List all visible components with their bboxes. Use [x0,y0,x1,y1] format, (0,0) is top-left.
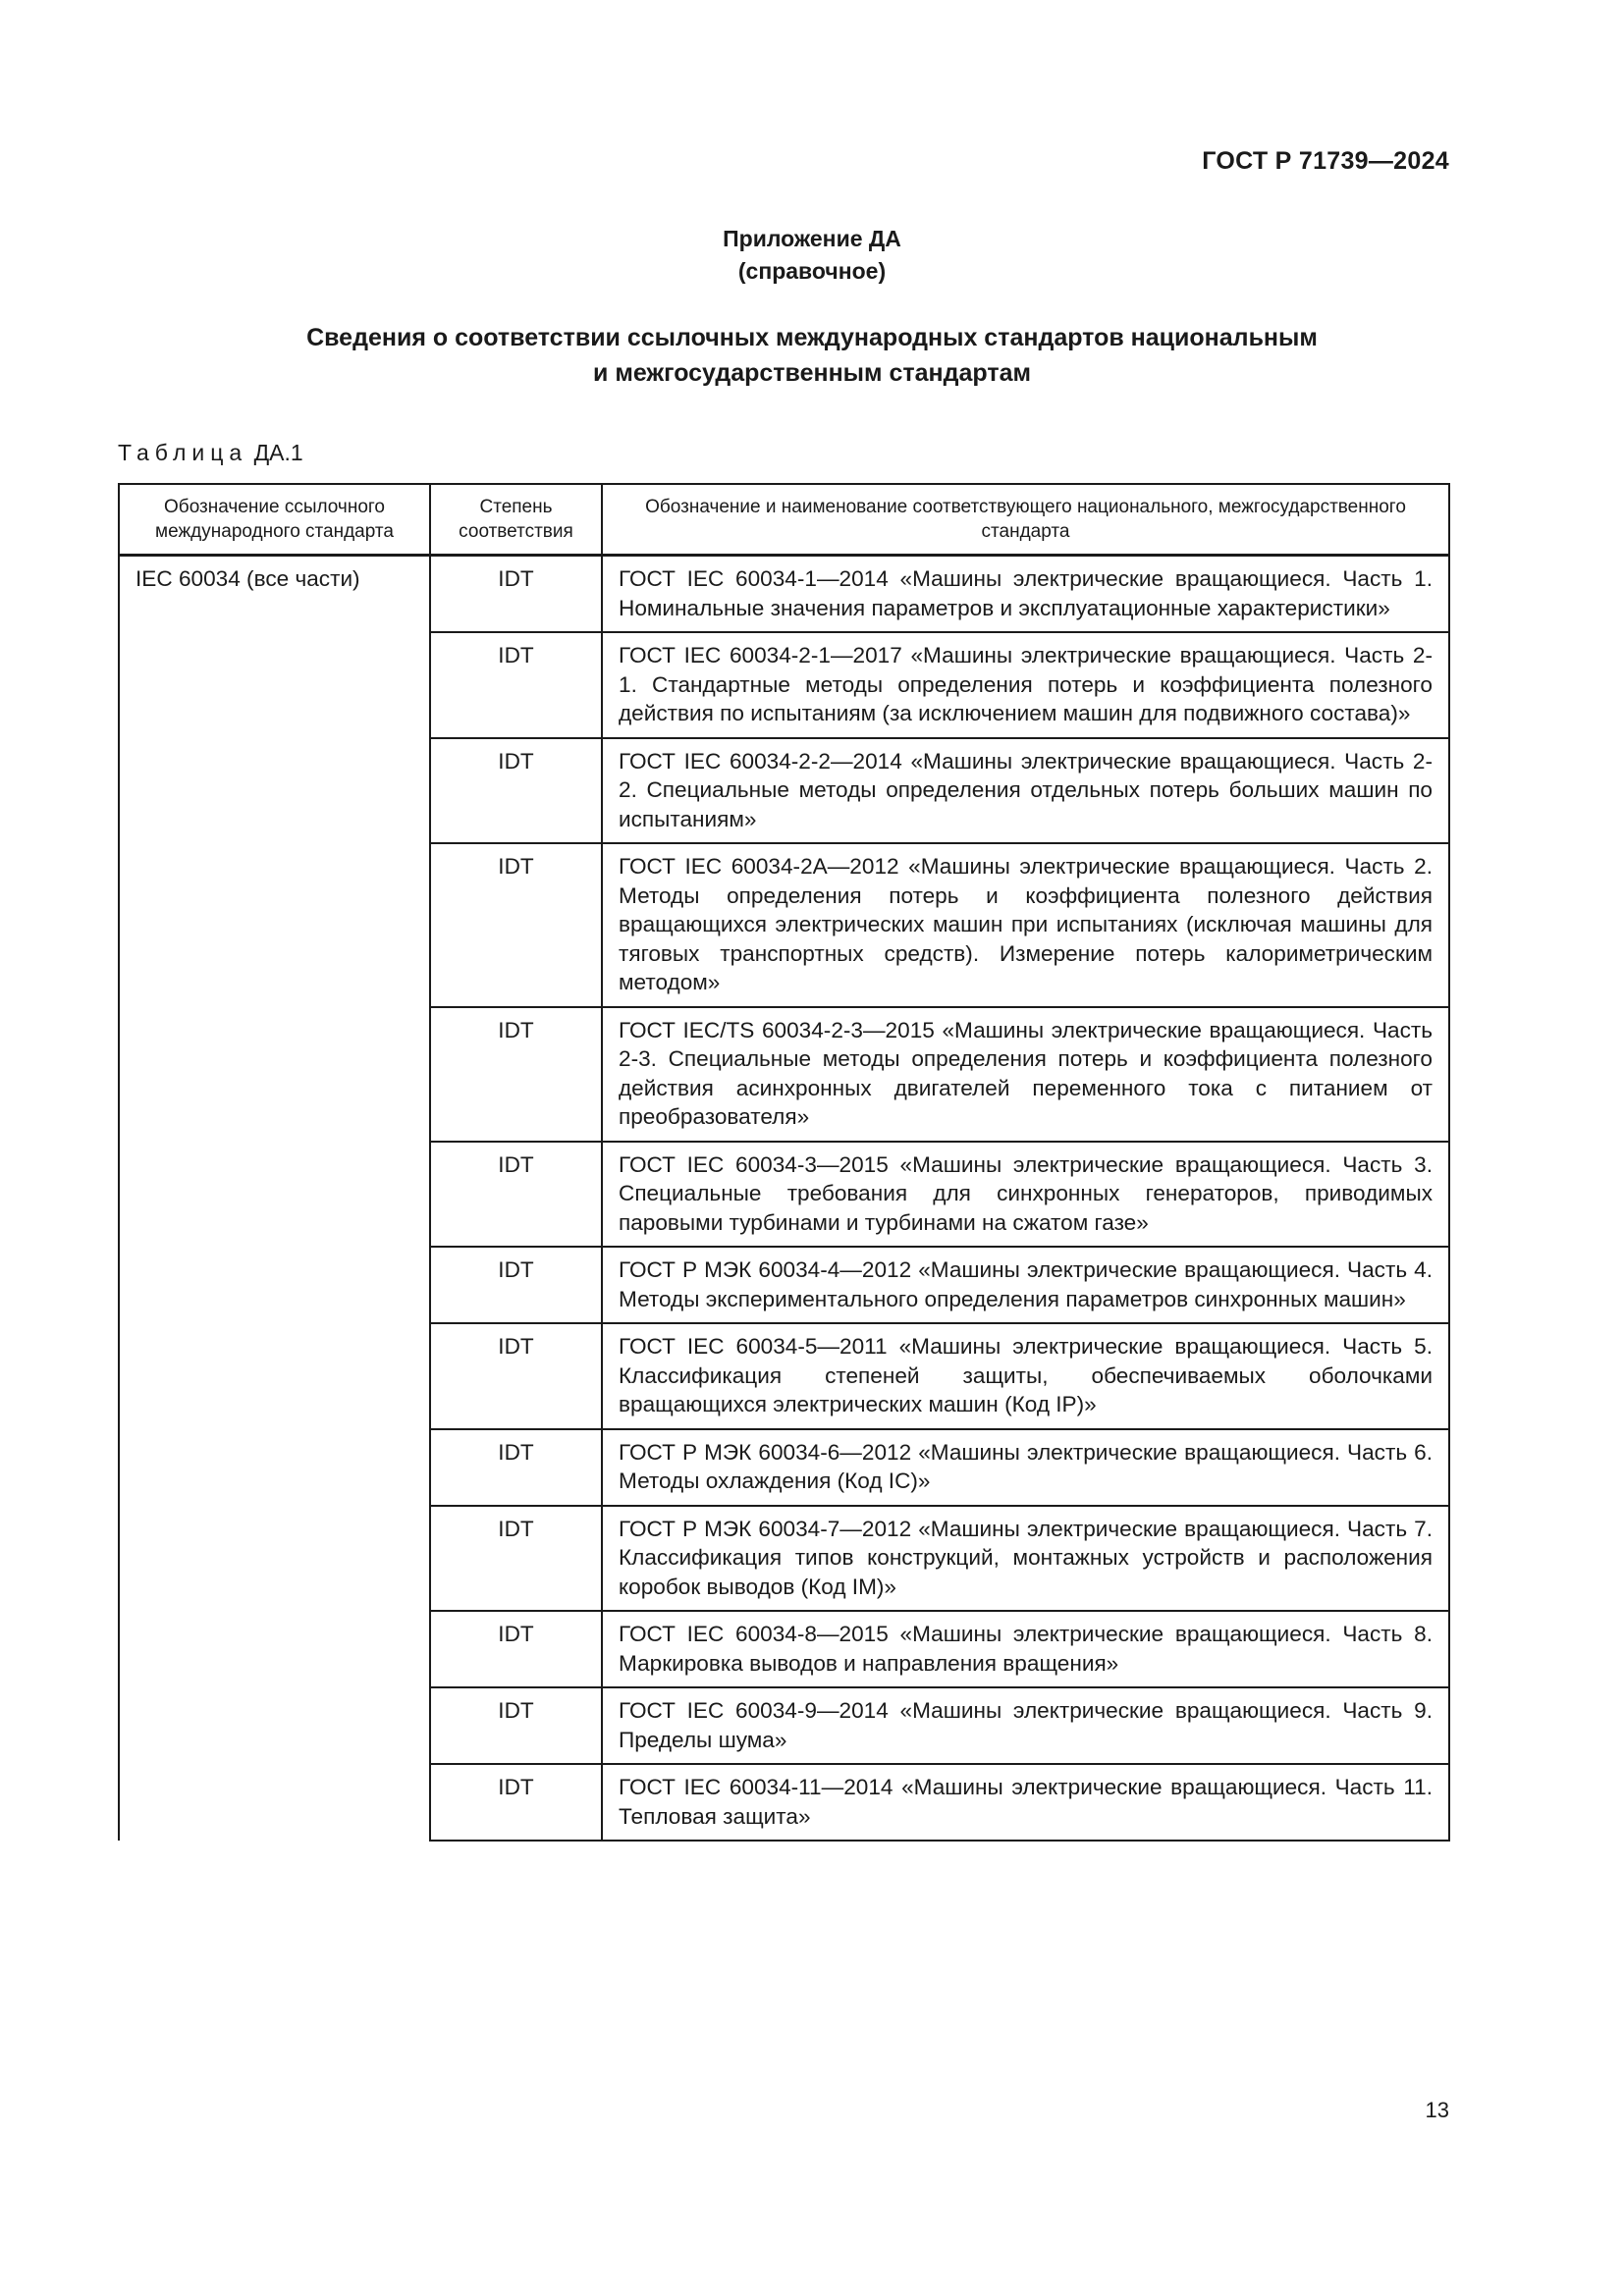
degree-cell: IDT [430,1429,602,1506]
national-standard-cell: ГОСТ IEC 60034-5—2011 «Машины электрические вращающиеся. Часть 5. Классификация степеней защиты, обеспечиваемых оболочками вращающихся электрических машин (Код IP)» [602,1323,1449,1429]
appendix-subtitle: (справочное) [737,258,887,284]
degree-cell: IDT [430,738,602,844]
table-body [119,556,1449,1842]
table-row [119,556,1449,633]
national-standard-cell: ГОСТ IEC 60034-11—2014 «Машины электрические вращающиеся. Часть 11. Тепловая защита» [602,1764,1449,1841]
page-number: 13 [1425,2098,1449,2122]
national-standard-cell: ГОСТ IEC 60034-1—2014 «Машины электрические вращающиеся. Часть 1. Номинальные значения параметров и эксплуатационные характеристики» [602,556,1449,633]
degree-cell: IDT [430,556,602,633]
national-standard-cell: ГОСТ IEC 60034-9—2014 «Машины электрические вращающиеся. Часть 9. Пределы шума» [602,1687,1449,1764]
section-heading-line-1: Сведения о соответствии ссылочных международных стандартов национальным [306,324,1318,351]
national-standard-cell: ГОСТ IEC 60034-2-2—2014 «Машины электрические вращающиеся. Часть 2-2. Специальные методы определения отдельных потерь больших машин по испытаниям» [602,738,1449,844]
column-header-national: Обозначение и наименование соответствующего национального, межгосударственного стандарта [602,484,1449,556]
national-standard-cell: ГОСТ Р МЭК 60034-6—2012 «Машины электрические вращающиеся. Часть 6. Методы охлаждения (Код IC)» [602,1429,1449,1506]
national-standard-cell: ГОСТ IEC 60034-2-1—2017 «Машины электрические вращающиеся. Часть 2-1. Стандартные методы определения потерь и коэффициента полезного действия по испытаниям (за исключением машин для подвижного состава)» [602,632,1449,738]
table-caption [118,440,303,466]
table-header-row [119,484,1449,556]
degree-cell: IDT [430,843,602,1007]
national-standard-cell: ГОСТ IEC 60034-2А—2012 «Машины электрические вращающиеся. Часть 2. Методы определения потерь и коэффициента полезного действия вращающихся электрических машин при испытаниях (исключая машины для тяговых транспортных средств). Измерение потерь калориметрическим методом» [602,843,1449,1007]
degree-cell: IDT [430,1142,602,1248]
national-standard-cell: ГОСТ IEC/TS 60034-2-3—2015 «Машины электрические вращающиеся. Часть 2-3. Специальные методы определения потерь и коэффициента полезного действия асинхронных двигателей переменного тока с питанием от преобразователя» [602,1007,1449,1142]
degree-cell: IDT [430,1687,602,1764]
table-caption-number: ДА.1 [253,440,303,465]
document-code: ГОСТ Р 71739—2024 [1202,147,1449,175]
degree-cell: IDT [430,1323,602,1429]
national-standard-cell: ГОСТ Р МЭК 60034-4—2012 «Машины электрические вращающиеся. Часть 4. Методы экспериментального определения параметров синхронных машин» [602,1247,1449,1323]
degree-cell: IDT [430,1247,602,1323]
degree-cell: IDT [430,1007,602,1142]
national-standard-cell: ГОСТ Р МЭК 60034-7—2012 «Машины электрические вращающиеся. Часть 7. Классификация типов конструкций, монтажных устройств и расположения коробок выводов (Код IM)» [602,1506,1449,1612]
national-standard-cell: ГОСТ IEC 60034-8—2015 «Машины электрические вращающиеся. Часть 8. Маркировка выводов и направления вращения» [602,1611,1449,1687]
international-standard-cell: IEC 60034 (все части) [119,556,430,1842]
degree-cell: IDT [430,632,602,738]
degree-cell: IDT [430,1611,602,1687]
degree-cell: IDT [430,1764,602,1841]
national-standard-cell: ГОСТ IEC 60034-3—2015 «Машины электрические вращающиеся. Часть 3. Специальные требования для синхронных генераторов, приводимых паровыми турбинами и турбинами на сжатом газе» [602,1142,1449,1248]
column-header-degree: Степень соответствия [430,484,602,556]
table-caption-prefix: Таблица [118,440,248,465]
degree-cell: IDT [430,1506,602,1612]
section-heading-line-2: и межгосударственным стандартам [593,359,1031,387]
appendix-title: Приложение ДА [723,226,901,251]
correspondence-table [118,483,1450,1842]
column-header-international: Обозначение ссылочного международного стандарта [119,484,430,556]
